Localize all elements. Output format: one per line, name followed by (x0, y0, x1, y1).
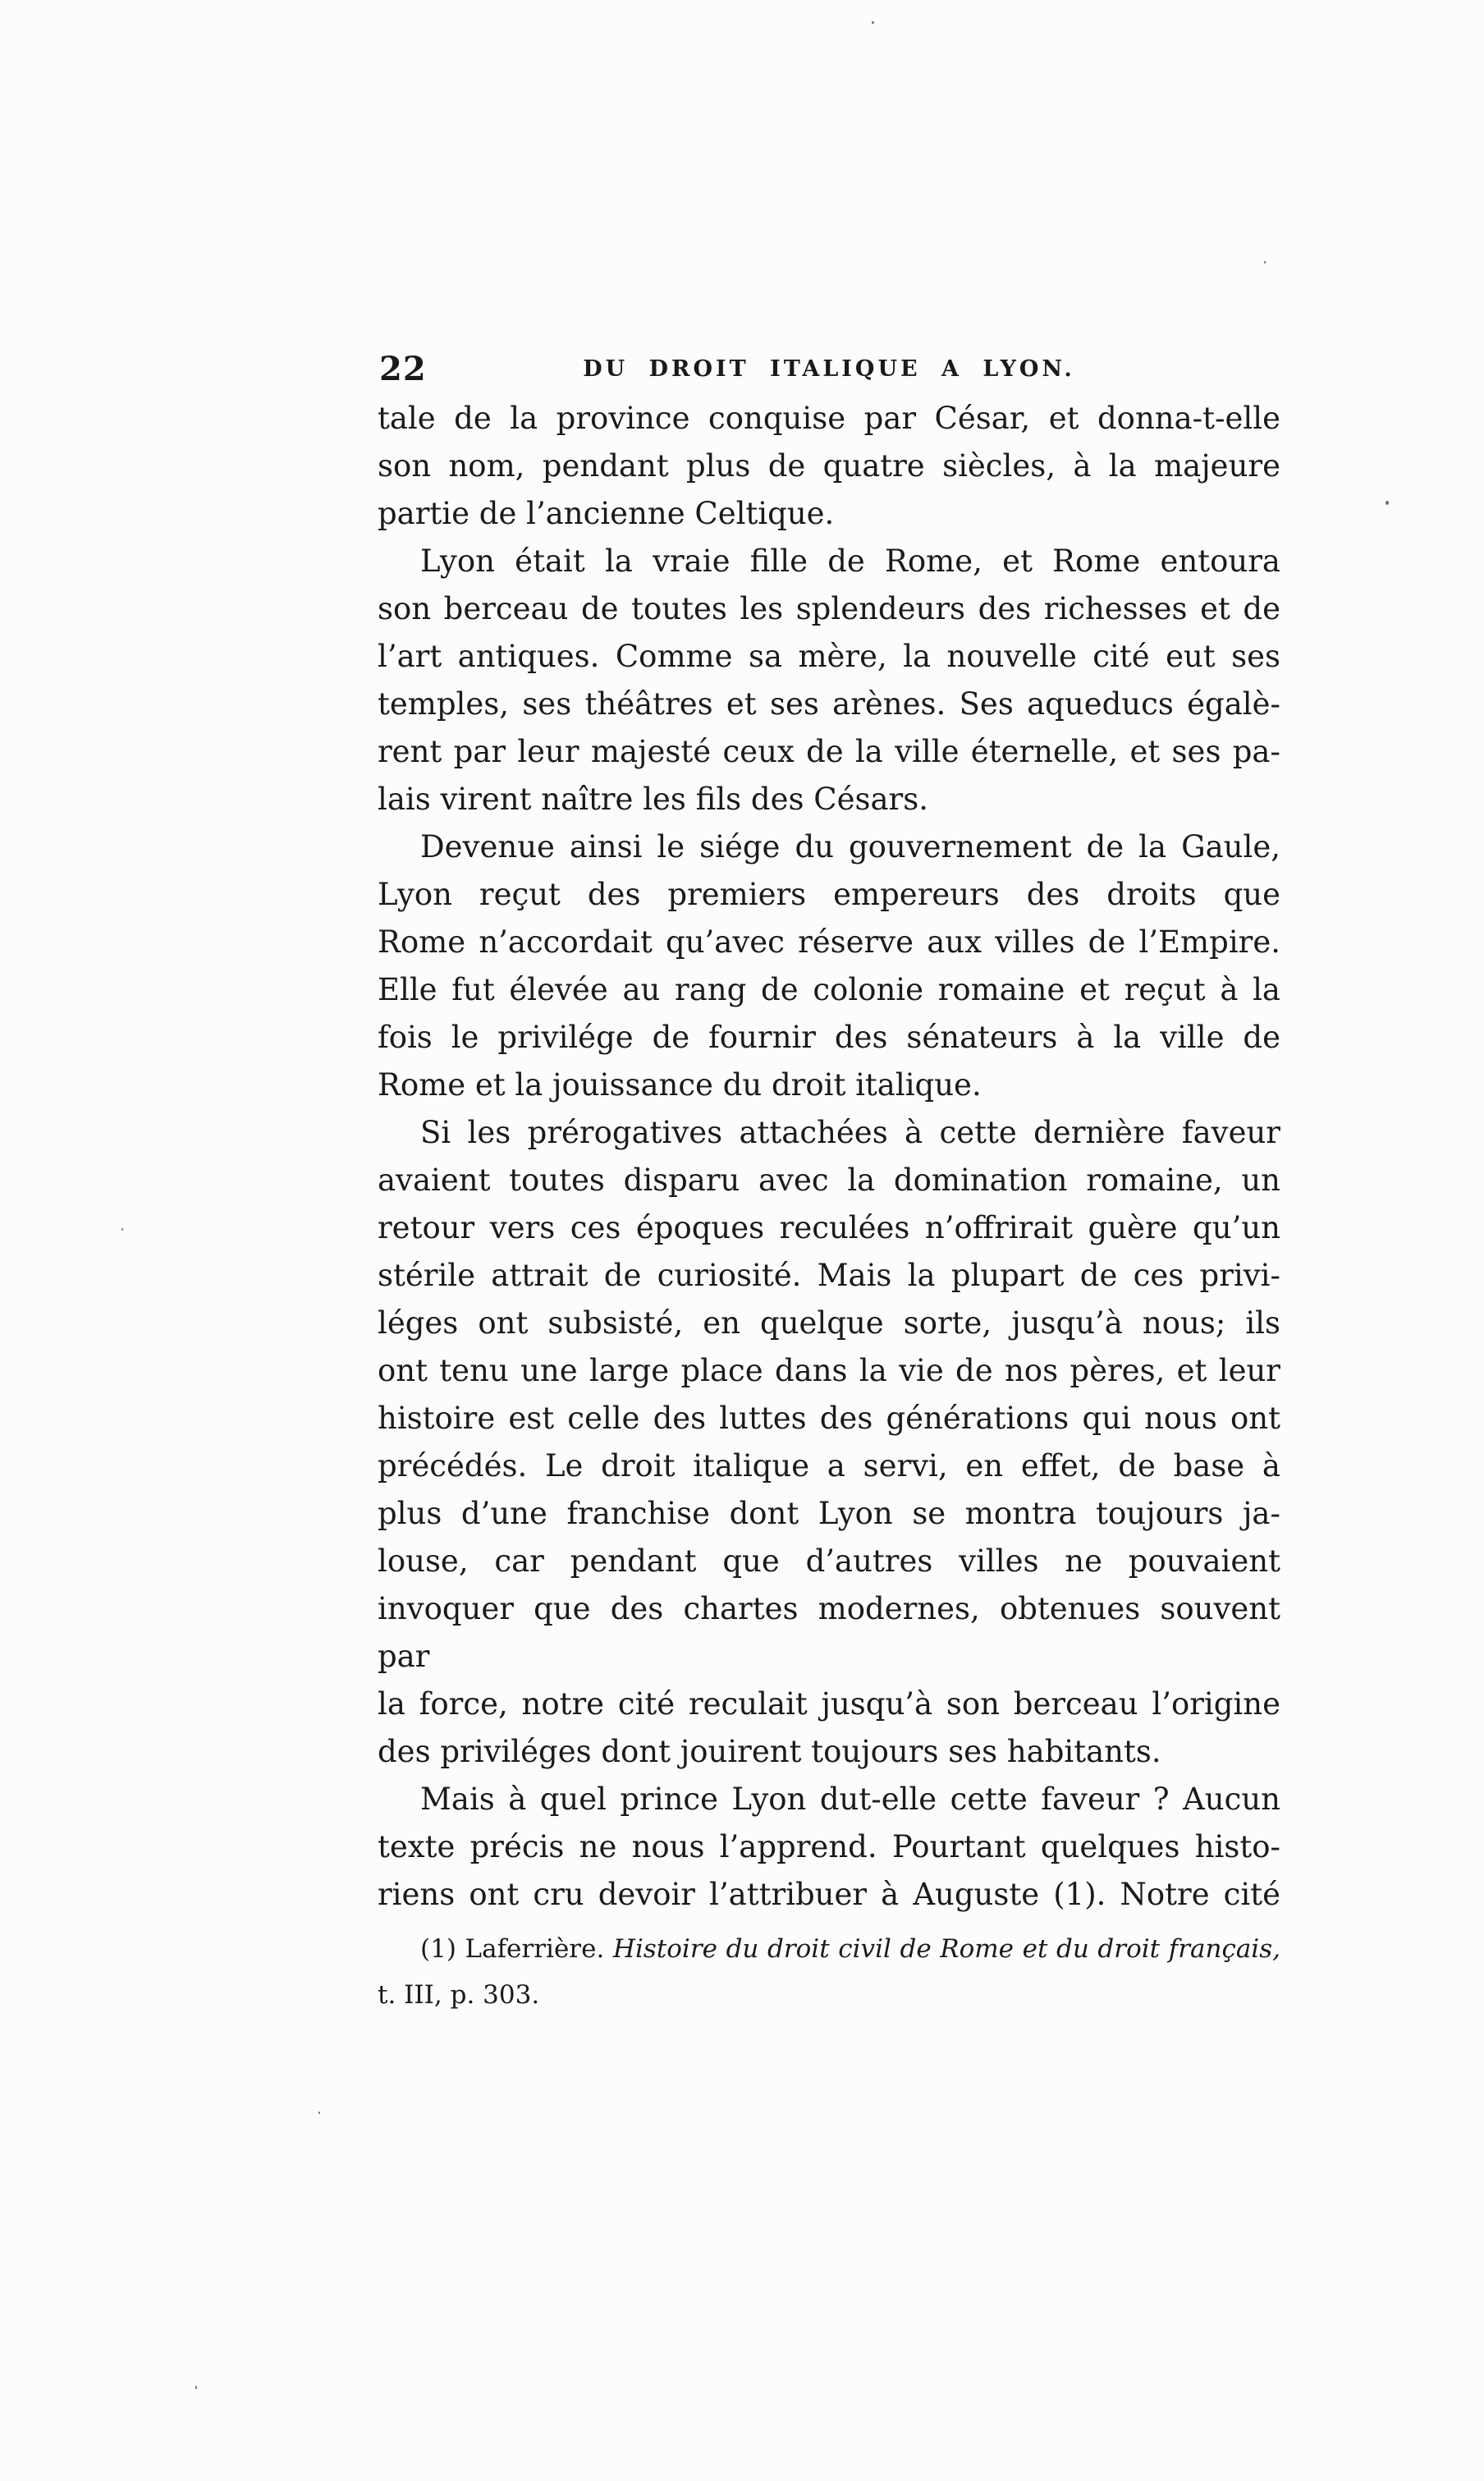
text-line: la force, notre cité reculait jusqu’à son berceau l’origine (378, 1686, 1280, 1722)
scan-speck (195, 2386, 197, 2389)
text-line: Si les prérogatives attachées à cette dernière faveur (420, 1115, 1280, 1150)
text-line: léges ont subsisté, en quelque sorte, jusqu’à nous; ils (378, 1305, 1280, 1341)
paragraph (378, 1109, 1280, 1776)
footnote-line: t. III, p. 303. (378, 1980, 540, 2010)
text-line: riens ont cru devoir l’attribuer à Auguste (1). Notre cité (378, 1877, 1280, 1912)
text-line: Devenue ainsi le siége du gouvernement de la Gaule, (420, 829, 1280, 864)
paragraph (378, 538, 1280, 823)
footnote-line (378, 1926, 1280, 1972)
text-line: fois le privilége de fournir des sénateurs à la ville de (378, 1020, 1280, 1055)
text-line: texte précis ne nous l’apprend. Pourtant quelques histo- (378, 1829, 1280, 1864)
text-line: histoire est celle des luttes des générations qui nous ont (378, 1401, 1280, 1436)
text-line: tale de la province conquise par César, et donna-t-elle (378, 401, 1280, 436)
text-line: plus d’une franchise dont Lyon se montra toujours ja- (378, 1496, 1280, 1531)
text-line: retour vers ces époques reculées n’offrirait guère qu’un (378, 1210, 1280, 1245)
footnote-marker-author: (1) Laferrière. (420, 1934, 613, 1964)
footnote-book-title: Histoire du droit civil de Rome et du droit français, (612, 1934, 1280, 1964)
body-text (378, 395, 1280, 1919)
scan-speck (872, 21, 874, 24)
text-line: son berceau de toutes les splendeurs des richesses et de (378, 591, 1280, 626)
paragraph (378, 1776, 1280, 1919)
text-line: Mais à quel prince Lyon dut-elle cette faveur ? Aucun (420, 1782, 1280, 1817)
text-line: rent par leur majesté ceux de la ville éternelle, et ses pa- (378, 734, 1280, 769)
text-line: louse, car pendant que d’autres villes ne pouvaient (378, 1543, 1280, 1579)
text-line: lais virent naître les fils des Césars. (378, 782, 928, 817)
page-number: 22 (379, 350, 427, 388)
text-line: Lyon était la vraie fille de Rome, et Rome entoura (420, 543, 1280, 579)
text-line: précédés. Le droit italique a servi, en effet, de base à (378, 1448, 1280, 1484)
text-line: stérile attrait de curiosité. Mais la plupart de ces privi- (378, 1258, 1280, 1293)
running-title: DU DROIT ITALIQUE A LYON. (583, 356, 1075, 382)
scan-speck (318, 2112, 320, 2114)
text-line: invoquer que des chartes modernes, obtenues souvent par (378, 1591, 1280, 1674)
scan-speck (1386, 501, 1389, 505)
paragraph (378, 823, 1280, 1109)
text-line: avaient toutes disparu avec la domination romaine, un (378, 1163, 1280, 1198)
text-line: temples, ses théâtres et ses arènes. Ses aqueducs égalè- (378, 686, 1280, 722)
text-line: des priviléges dont jouirent toujours ses habitants. (378, 1734, 1161, 1769)
text-line: son nom, pendant plus de quatre siècles, à la majeure (378, 448, 1280, 484)
text-line: Rome n’accordait qu’avec réserve aux villes de l’Empire. (378, 924, 1280, 960)
text-line: Lyon reçut des premiers empereurs des droits que (378, 877, 1280, 912)
text-line: ont tenu une large place dans la vie de nos pères, et leur (378, 1353, 1280, 1388)
text-line: Elle fut élevée au rang de colonie romaine et reçut à la (378, 972, 1280, 1007)
scan-speck (121, 1228, 123, 1231)
text-line: partie de l’ancienne Celtique. (378, 496, 835, 531)
text-line: Rome et la jouissance du droit italique. (378, 1067, 982, 1103)
paragraph-continuation (378, 395, 1280, 538)
scan-speck (1264, 261, 1266, 264)
page-header (378, 348, 1280, 389)
text-line: l’art antiques. Comme sa mère, la nouvelle cité eut ses (378, 639, 1280, 674)
footnote (378, 1926, 1280, 2018)
